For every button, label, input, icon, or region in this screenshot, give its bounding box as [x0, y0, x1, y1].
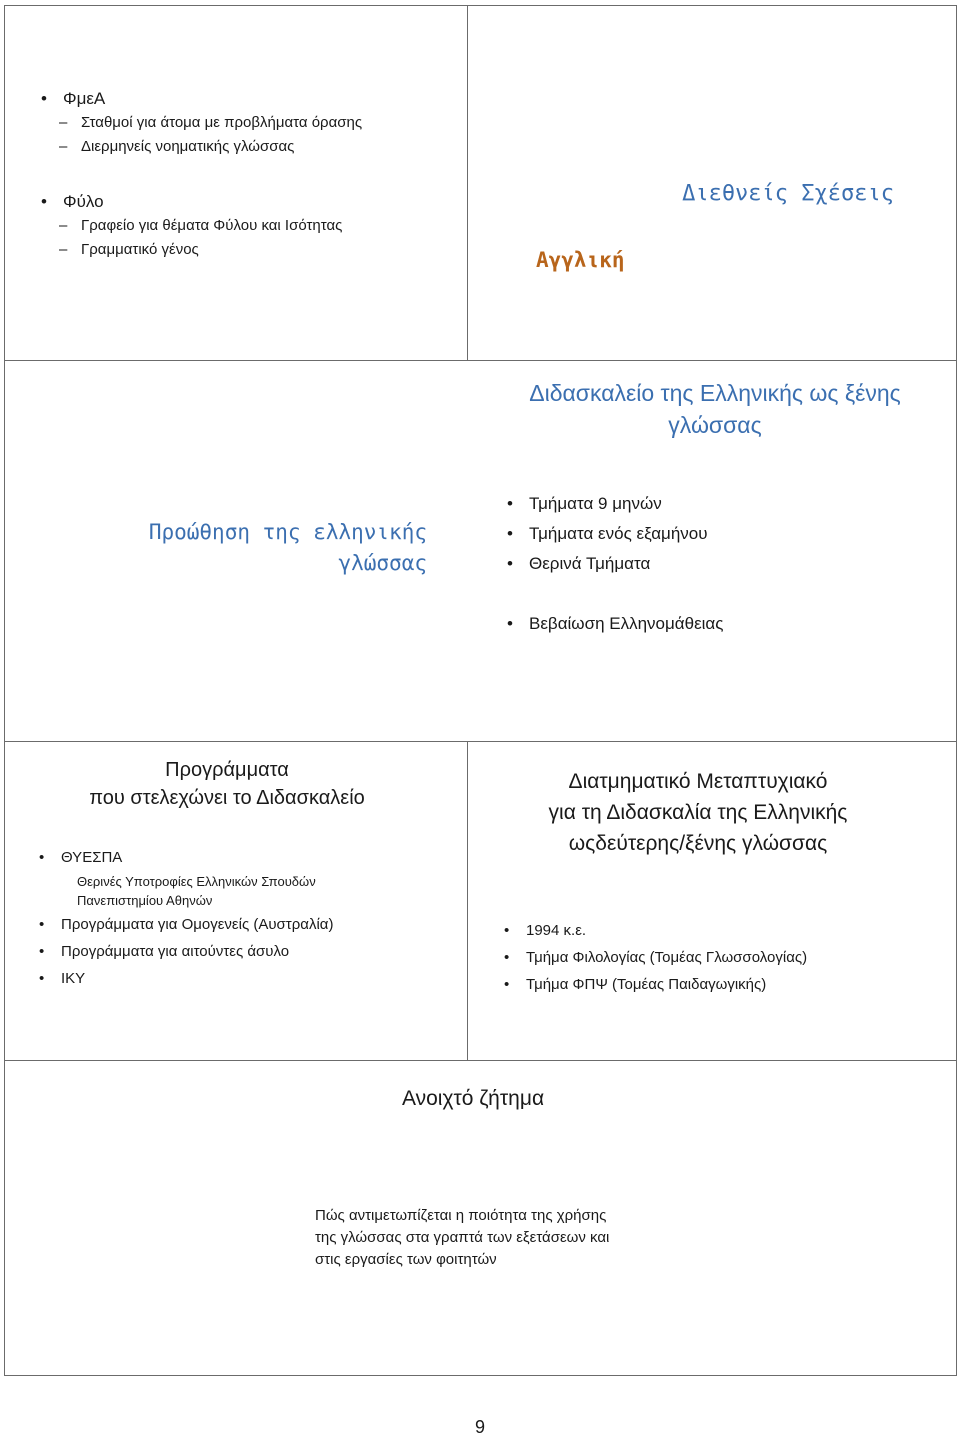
list-item: [507, 609, 947, 639]
slide-4-title: [5, 756, 449, 812]
title-line: Προγράμματα: [165, 759, 289, 781]
slide-5: [467, 741, 957, 1061]
slide-6-title: Ανοιχτό ζήτημα: [402, 1087, 545, 1110]
list-item: [507, 489, 947, 519]
title-line: γλώσσας: [668, 412, 762, 438]
slide-2-title: Διεθνείς Σχέσεις: [682, 181, 894, 206]
title-line: Διδασκαλείο της Ελληνικής ως ξένης: [529, 380, 901, 406]
slide-6: [4, 1060, 957, 1376]
group-title: ΦμεΑ: [63, 89, 106, 108]
list-item-fmea: [41, 86, 461, 111]
list-item-text: Θερινά Τμήματα: [529, 554, 651, 573]
list-item-text: Προγράμματα για αιτούντες άσυλο: [61, 943, 290, 960]
title-line: ωςδεύτερης/ξένης γλώσσας: [568, 832, 828, 855]
sub-item-text: Γραμματικό γένος: [81, 241, 199, 258]
slide-3-left-heading: [105, 517, 427, 579]
page-number: 9: [474, 1417, 485, 1437]
slide-6-body: [315, 1205, 735, 1271]
sub-item: [59, 238, 461, 262]
body-line: στις εργασίες των φοιτητών: [315, 1251, 497, 1268]
slide-5-list: [504, 917, 944, 998]
slide-2-subtitle: Αγγλική: [536, 248, 625, 272]
list-item: [504, 944, 944, 971]
list-item-text: Τμήμα ΦΠΨ (Τομέας Παιδαγωγικής): [526, 976, 767, 993]
slide-1-list: [41, 86, 461, 262]
title-line: για τη Διδασκαλία της Ελληνικής: [548, 801, 848, 824]
slide-4: [4, 741, 468, 1061]
list-item-text: 1994 κ.ε.: [526, 922, 587, 939]
body-line: Πώς αντιμετωπίζεται η ποιότητα της χρήσης: [315, 1207, 607, 1224]
group-title: Φύλο: [63, 192, 104, 211]
list-item-text: Τμήματα 9 μηνών: [529, 494, 662, 513]
list-item: [39, 938, 459, 965]
sub-item-line: Πανεπιστημίου Αθηνών: [77, 893, 213, 908]
list-item-text: Βεβαίωση Ελληνομάθειας: [529, 614, 724, 633]
body-line: της γλώσσας στα γραπτά των εξετάσεων και: [315, 1229, 610, 1246]
list-item-text: ΘΥΕΣΠΑ: [61, 849, 123, 866]
slide-1: [4, 5, 468, 361]
title-line: που στελεχώνει το Διδασκαλείο: [89, 787, 365, 809]
list-item: [507, 549, 947, 579]
slide-3: [4, 360, 957, 742]
slide-3-list: [507, 489, 947, 639]
sub-item-text: Σταθμοί για άτομα με προβλήματα όρασης: [81, 114, 363, 131]
sub-item-text: Διερμηνείς νοηματικής γλώσσας: [81, 138, 295, 155]
list-item: [507, 519, 947, 549]
list-item: [504, 917, 944, 944]
heading-line: Προώθηση της ελληνικής: [148, 520, 427, 544]
list-item: [504, 971, 944, 998]
slide-5-title: [468, 766, 928, 859]
list-item: [39, 965, 459, 992]
list-item-text: Τμήματα ενός εξαμήνου: [529, 524, 708, 543]
sub-item: [59, 111, 461, 135]
heading-line: γλώσσας: [338, 551, 427, 575]
list-item-text: ΙΚΥ: [61, 970, 86, 987]
slide-4-list: [39, 846, 459, 992]
slide-3-title: [475, 377, 955, 441]
slide-2: [467, 5, 957, 361]
list-item: [39, 911, 459, 938]
sub-item: [59, 214, 461, 238]
sub-item-line: Θερινές Υποτροφίες Ελληνικών Σπουδών: [77, 874, 316, 889]
sub-item-text: Γραφείο για θέματα Φύλου και Ισότητας: [81, 217, 343, 234]
list-item-text: Τμήμα Φιλολογίας (Τομέας Γλωσσολογίας): [526, 949, 808, 966]
list-item: [39, 846, 459, 870]
sub-item: [59, 135, 461, 159]
sub-item: [39, 872, 459, 910]
title-line: Διατμηματικό Μεταπτυχιακό: [568, 770, 828, 793]
list-item-text: Προγράμματα για Ομογενείς (Αυστραλία): [61, 916, 334, 933]
list-item-fylo: [41, 189, 461, 214]
